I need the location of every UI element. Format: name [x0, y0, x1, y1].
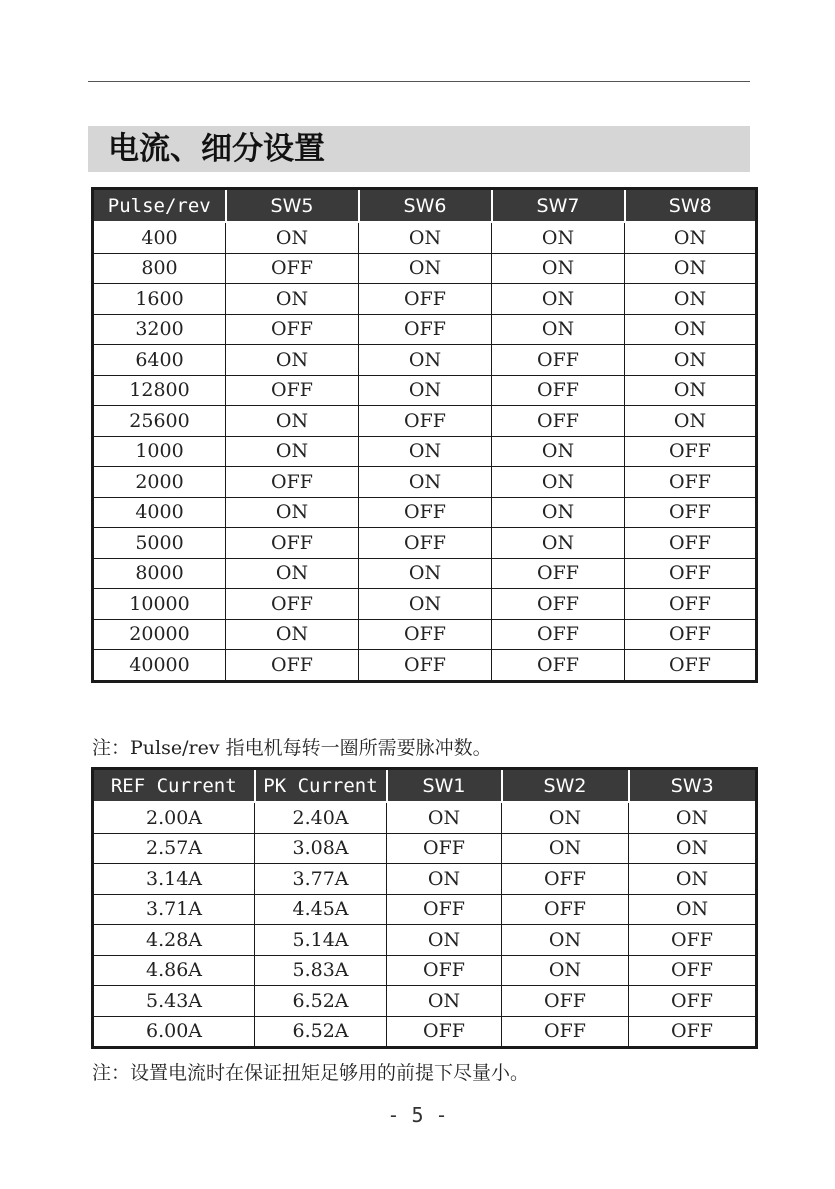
column-header-sw3: SW3: [629, 769, 757, 803]
pulse-table-body: [93, 222, 757, 681]
table-cell: 800: [93, 253, 226, 284]
table-cell: OFF: [226, 467, 359, 498]
table-cell: 6400: [93, 345, 226, 376]
table-header-row: [93, 189, 757, 223]
table-cell: ON: [226, 284, 359, 315]
table-cell: OFF: [625, 619, 757, 650]
table-row: [93, 467, 757, 498]
table-cell: OFF: [359, 406, 492, 437]
table-cell: ON: [359, 253, 492, 284]
table-cell: OFF: [387, 833, 502, 864]
table-cell: ON: [226, 222, 359, 253]
table-cell: OFF: [502, 894, 629, 925]
table-row: [93, 894, 757, 925]
table-cell: OFF: [625, 497, 757, 528]
table-cell: ON: [359, 589, 492, 620]
table-cell: ON: [226, 619, 359, 650]
pulse-rev-table: [91, 187, 758, 683]
table-row: [93, 955, 757, 986]
table-cell: 2000: [93, 467, 226, 498]
table-cell: 3.71A: [93, 894, 255, 925]
table-cell: OFF: [629, 955, 757, 986]
table-cell: OFF: [226, 650, 359, 682]
table-cell: ON: [226, 406, 359, 437]
table-cell: ON: [625, 222, 757, 253]
table-cell: OFF: [625, 558, 757, 589]
table-cell: OFF: [625, 589, 757, 620]
table-cell: ON: [359, 558, 492, 589]
table-cell: 6.52A: [255, 1016, 387, 1048]
table-cell: OFF: [226, 253, 359, 284]
table-row: [93, 802, 757, 833]
table-cell: ON: [387, 986, 502, 1017]
table-cell: ON: [492, 284, 625, 315]
table-cell: ON: [359, 467, 492, 498]
table-cell: 12800: [93, 375, 226, 406]
table-cell: ON: [629, 833, 757, 864]
table-cell: 3200: [93, 314, 226, 345]
table-cell: 4000: [93, 497, 226, 528]
table-row: [93, 436, 757, 467]
table-cell: ON: [625, 253, 757, 284]
table-row: [93, 314, 757, 345]
table-cell: ON: [625, 314, 757, 345]
table-cell: 4.86A: [93, 955, 255, 986]
table-row: [93, 345, 757, 376]
page-number: - 5 -: [387, 1103, 448, 1127]
table-cell: ON: [226, 436, 359, 467]
table-cell: 10000: [93, 589, 226, 620]
table-cell: ON: [502, 925, 629, 956]
table-cell: OFF: [502, 864, 629, 895]
table-row: [93, 406, 757, 437]
table-cell: 8000: [93, 558, 226, 589]
top-rule: [88, 81, 750, 82]
table-cell: ON: [492, 314, 625, 345]
table-cell: OFF: [625, 650, 757, 682]
table-cell: ON: [625, 406, 757, 437]
section-title: 电流、细分设置: [88, 126, 750, 172]
column-header-sw5: SW5: [226, 189, 359, 223]
current-note: 注：设置电流时在保证扭矩足够用的前提下尽量小。: [92, 1062, 530, 1084]
table-row: [93, 528, 757, 559]
table-cell: OFF: [359, 619, 492, 650]
table-cell: ON: [492, 222, 625, 253]
table-cell: OFF: [492, 375, 625, 406]
table-row: [93, 833, 757, 864]
table-cell: ON: [629, 864, 757, 895]
pulse-rev-note: 注：Pulse/rev 指电机每转一圈所需要脉冲数。: [92, 737, 492, 759]
table-cell: OFF: [226, 589, 359, 620]
table-cell: OFF: [359, 497, 492, 528]
table-cell: ON: [226, 558, 359, 589]
column-header-sw1: SW1: [387, 769, 502, 803]
table-cell: 20000: [93, 619, 226, 650]
table-cell: ON: [492, 467, 625, 498]
table-cell: OFF: [226, 528, 359, 559]
table-header-row: [93, 769, 757, 803]
table-cell: ON: [226, 345, 359, 376]
column-header-ref-current: REF Current: [93, 769, 255, 803]
table-cell: 5.43A: [93, 986, 255, 1017]
table-cell: ON: [625, 284, 757, 315]
table-cell: ON: [387, 925, 502, 956]
table-cell: ON: [387, 802, 502, 833]
table-cell: 6.52A: [255, 986, 387, 1017]
table-cell: OFF: [387, 955, 502, 986]
table-cell: ON: [359, 345, 492, 376]
table-row: [93, 1016, 757, 1048]
table-cell: OFF: [625, 467, 757, 498]
table-row: [93, 619, 757, 650]
column-header-pk-current: PK Current: [255, 769, 387, 803]
table-cell: OFF: [492, 406, 625, 437]
table-cell: OFF: [502, 986, 629, 1017]
table-cell: ON: [629, 802, 757, 833]
table-cell: OFF: [359, 284, 492, 315]
table-cell: OFF: [492, 558, 625, 589]
table-cell: ON: [625, 375, 757, 406]
table-cell: OFF: [502, 1016, 629, 1048]
table-cell: 400: [93, 222, 226, 253]
table-cell: OFF: [226, 375, 359, 406]
table-cell: 4.45A: [255, 894, 387, 925]
table-cell: ON: [502, 955, 629, 986]
table-cell: 1000: [93, 436, 226, 467]
table-cell: 6.00A: [93, 1016, 255, 1048]
table-cell: ON: [359, 222, 492, 253]
table-cell: 2.00A: [93, 802, 255, 833]
table-cell: ON: [625, 345, 757, 376]
table-cell: OFF: [625, 528, 757, 559]
table-cell: OFF: [359, 528, 492, 559]
table-cell: OFF: [226, 314, 359, 345]
table-cell: 1600: [93, 284, 226, 315]
table-cell: OFF: [492, 619, 625, 650]
table-row: [93, 253, 757, 284]
column-header-sw6: SW6: [359, 189, 492, 223]
column-header-pulse-rev: Pulse/rev: [93, 189, 226, 223]
table-row: [93, 986, 757, 1017]
table-cell: ON: [492, 436, 625, 467]
table-cell: OFF: [359, 650, 492, 682]
table-cell: ON: [502, 802, 629, 833]
table-cell: OFF: [387, 1016, 502, 1048]
table-cell: ON: [387, 864, 502, 895]
current-table-body: [93, 802, 757, 1048]
table-cell: OFF: [492, 345, 625, 376]
table-cell: 25600: [93, 406, 226, 437]
table-cell: ON: [359, 375, 492, 406]
column-header-sw8: SW8: [625, 189, 757, 223]
table-cell: 5.14A: [255, 925, 387, 956]
table-cell: 3.14A: [93, 864, 255, 895]
table-cell: 5.83A: [255, 955, 387, 986]
table-row: [93, 375, 757, 406]
column-header-sw2: SW2: [502, 769, 629, 803]
table-cell: OFF: [492, 589, 625, 620]
table-cell: ON: [492, 253, 625, 284]
table-cell: OFF: [629, 1016, 757, 1048]
table-cell: OFF: [359, 314, 492, 345]
table-cell: ON: [629, 894, 757, 925]
table-cell: ON: [502, 833, 629, 864]
table-row: [93, 284, 757, 315]
table-row: [93, 222, 757, 253]
table-cell: ON: [359, 436, 492, 467]
table-cell: OFF: [625, 436, 757, 467]
table-cell: 40000: [93, 650, 226, 682]
table-cell: ON: [492, 497, 625, 528]
table-cell: OFF: [387, 894, 502, 925]
table-row: [93, 864, 757, 895]
table-row: [93, 650, 757, 682]
table-cell: OFF: [492, 650, 625, 682]
table-cell: 5000: [93, 528, 226, 559]
table-row: [93, 497, 757, 528]
table-cell: 2.57A: [93, 833, 255, 864]
table-row: [93, 558, 757, 589]
table-cell: ON: [492, 528, 625, 559]
table-row: [93, 925, 757, 956]
column-header-sw7: SW7: [492, 189, 625, 223]
table-cell: ON: [226, 497, 359, 528]
table-cell: 2.40A: [255, 802, 387, 833]
table-row: [93, 589, 757, 620]
table-cell: OFF: [629, 925, 757, 956]
table-cell: 3.77A: [255, 864, 387, 895]
table-cell: 4.28A: [93, 925, 255, 956]
table-cell: 3.08A: [255, 833, 387, 864]
current-table: [91, 767, 758, 1049]
table-cell: OFF: [629, 986, 757, 1017]
